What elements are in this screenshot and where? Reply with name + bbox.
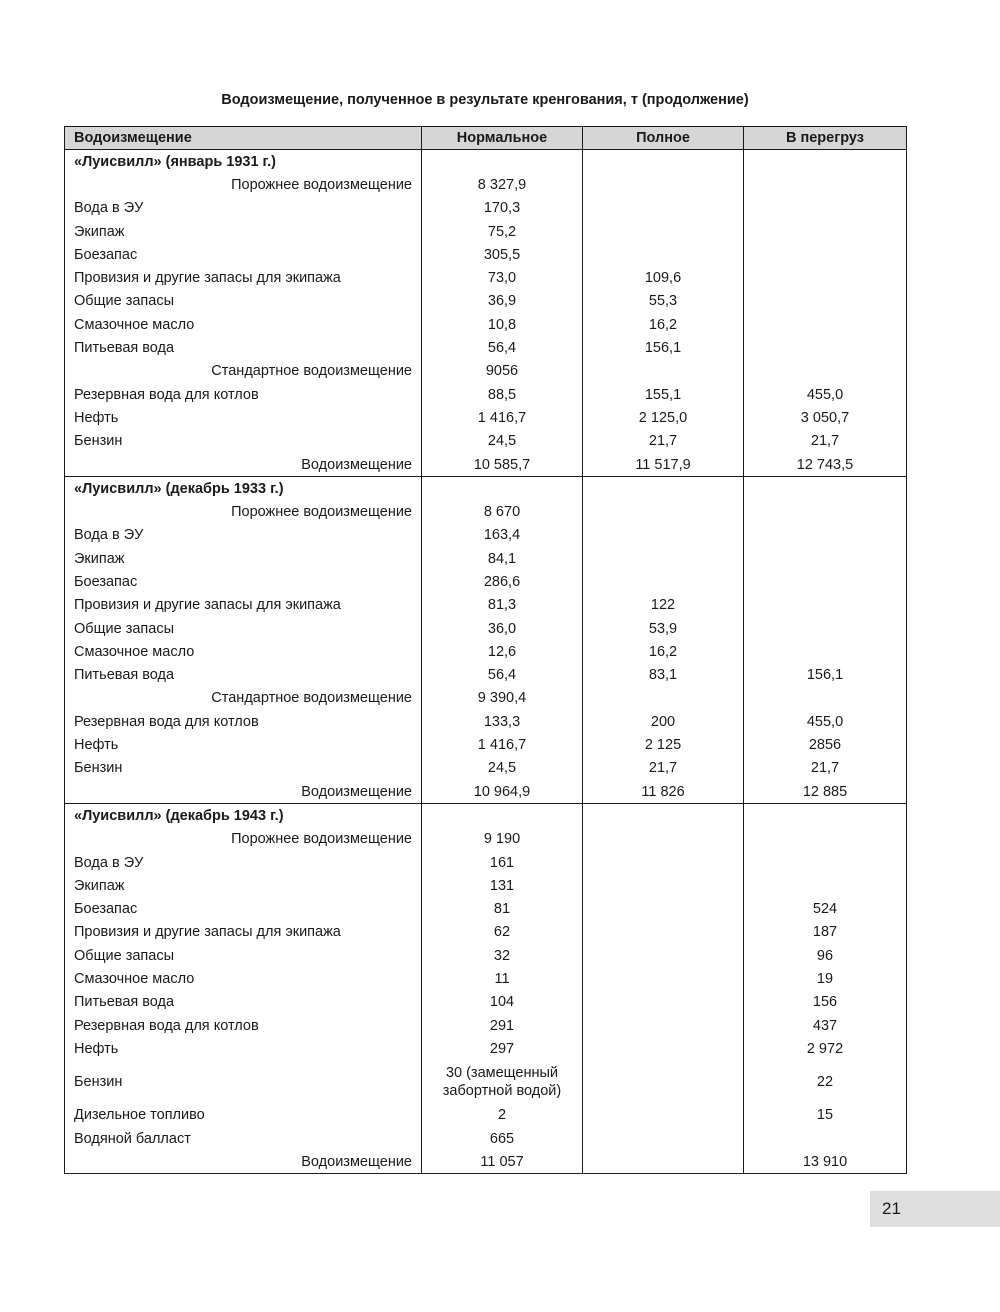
table-row (65, 383, 907, 406)
table-row (65, 1037, 907, 1060)
full-value: 53,9 (583, 617, 744, 640)
normal-value: 10 585,7 (422, 453, 583, 477)
table-row (65, 197, 907, 220)
full-value (583, 851, 744, 874)
section-heading: «Луисвилл» (декабрь 1933 г.) (65, 477, 422, 501)
table-row (65, 290, 907, 313)
full-value: 155,1 (583, 383, 744, 406)
full-value: 55,3 (583, 290, 744, 313)
normal-value: 291 (422, 1014, 583, 1037)
displacement-table (64, 126, 907, 1174)
normal-value: 11 057 (422, 1150, 583, 1174)
normal-value: 163,4 (422, 524, 583, 547)
table-row (65, 733, 907, 756)
table-row (65, 173, 907, 196)
row-label: Провизия и другие запасы для экипажа (65, 594, 422, 617)
row-label: Вода в ЭУ (65, 851, 422, 874)
table-row (65, 313, 907, 336)
table-row (65, 336, 907, 359)
normal-value: 2 (422, 1104, 583, 1127)
normal-value: 297 (422, 1037, 583, 1060)
full-value (583, 921, 744, 944)
empty-cell (422, 804, 583, 828)
full-value: 200 (583, 710, 744, 733)
table-row (65, 570, 907, 593)
table-row (65, 617, 907, 640)
overload-value (744, 360, 907, 383)
full-value: 2 125 (583, 733, 744, 756)
table-row (65, 921, 907, 944)
table-row (65, 991, 907, 1014)
full-value (583, 524, 744, 547)
overload-value: 3 050,7 (744, 406, 907, 429)
table-row (65, 967, 907, 990)
empty-cell (583, 477, 744, 501)
overload-value (744, 524, 907, 547)
table-row (65, 1104, 907, 1127)
overload-value: 455,0 (744, 710, 907, 733)
subtotal-label: Стандартное водоизмещение (65, 687, 422, 710)
overload-value: 2 972 (744, 1037, 907, 1060)
overload-value: 437 (744, 1014, 907, 1037)
normal-value: 81 (422, 898, 583, 921)
overload-value (744, 336, 907, 359)
row-label: Смазочное масло (65, 967, 422, 990)
overload-value (744, 640, 907, 663)
overload-value: 187 (744, 921, 907, 944)
row-label: Смазочное масло (65, 313, 422, 336)
overload-value (744, 617, 907, 640)
normal-value: 9 390,4 (422, 687, 583, 710)
table-row (65, 898, 907, 921)
row-label: Нефть (65, 406, 422, 429)
overload-value (744, 243, 907, 266)
normal-value: 8 670 (422, 500, 583, 523)
normal-value: 36,9 (422, 290, 583, 313)
full-value (583, 570, 744, 593)
overload-value (744, 290, 907, 313)
normal-value: 305,5 (422, 243, 583, 266)
overload-value (744, 547, 907, 570)
page-number: 21 (882, 1199, 901, 1218)
overload-value (744, 173, 907, 196)
empty-cell (744, 804, 907, 828)
section-heading: «Луисвилл» (декабрь 1943 г.) (65, 804, 422, 828)
table-row (65, 524, 907, 547)
overload-value: 21,7 (744, 757, 907, 780)
overload-value (744, 197, 907, 220)
full-value: 2 125,0 (583, 406, 744, 429)
empty-cell (744, 477, 907, 501)
normal-value: 81,3 (422, 594, 583, 617)
overload-value (744, 828, 907, 851)
column-header-full: Полное (583, 127, 744, 150)
normal-value: 133,3 (422, 710, 583, 733)
subtotal-label: Стандартное водоизмещение (65, 360, 422, 383)
full-value (583, 243, 744, 266)
normal-value: 24,5 (422, 757, 583, 780)
full-value: 21,7 (583, 757, 744, 780)
subtotal-label: Порожнее водоизмещение (65, 500, 422, 523)
normal-value: 73,0 (422, 266, 583, 289)
overload-value: 524 (744, 898, 907, 921)
full-value: 83,1 (583, 664, 744, 687)
empty-cell (422, 477, 583, 501)
normal-value: 84,1 (422, 547, 583, 570)
table-row (65, 1061, 907, 1104)
row-label: Бензин (65, 757, 422, 780)
subtotal-label: Порожнее водоизмещение (65, 828, 422, 851)
row-label: Дизельное топливо (65, 1104, 422, 1127)
full-value (583, 1061, 744, 1104)
table-row (65, 780, 907, 804)
row-label: Нефть (65, 733, 422, 756)
table-row (65, 430, 907, 453)
row-label: Резервная вода для котлов (65, 383, 422, 406)
row-label: Боезапас (65, 570, 422, 593)
overload-value: 12 743,5 (744, 453, 907, 477)
full-value (583, 898, 744, 921)
row-label: Общие запасы (65, 617, 422, 640)
row-label: Питьевая вода (65, 336, 422, 359)
full-value (583, 500, 744, 523)
overload-value: 21,7 (744, 430, 907, 453)
overload-value: 12 885 (744, 780, 907, 804)
row-label: Смазочное масло (65, 640, 422, 663)
full-value: 109,6 (583, 266, 744, 289)
row-label: Боезапас (65, 243, 422, 266)
column-header-normal: Нормальное (422, 127, 583, 150)
table-row (65, 500, 907, 523)
row-label: Питьевая вода (65, 664, 422, 687)
full-value: 122 (583, 594, 744, 617)
overload-value (744, 500, 907, 523)
full-value: 21,7 (583, 430, 744, 453)
full-value: 16,2 (583, 313, 744, 336)
overload-value (744, 687, 907, 710)
row-label: Провизия и другие запасы для экипажа (65, 266, 422, 289)
table-row (65, 406, 907, 429)
overload-value: 19 (744, 967, 907, 990)
overload-value: 455,0 (744, 383, 907, 406)
subtotal-label: Водоизмещение (65, 780, 422, 804)
full-value: 11 826 (583, 780, 744, 804)
table-body (65, 150, 907, 1174)
full-value (583, 547, 744, 570)
normal-value: 9 190 (422, 828, 583, 851)
row-label: Экипаж (65, 547, 422, 570)
full-value (583, 828, 744, 851)
row-label: Питьевая вода (65, 991, 422, 1014)
table-row (65, 1014, 907, 1037)
normal-value: 30 (замещенный забортной водой) (422, 1061, 583, 1104)
normal-value: 8 327,9 (422, 173, 583, 196)
overload-value: 156 (744, 991, 907, 1014)
overload-value (744, 1127, 907, 1150)
row-label: Экипаж (65, 220, 422, 243)
normal-value: 12,6 (422, 640, 583, 663)
table-row (65, 710, 907, 733)
subtotal-label: Порожнее водоизмещение (65, 173, 422, 196)
table-row (65, 851, 907, 874)
row-label: Водяной балласт (65, 1127, 422, 1150)
normal-value: 88,5 (422, 383, 583, 406)
row-label: Экипаж (65, 874, 422, 897)
overload-value: 15 (744, 1104, 907, 1127)
empty-cell (583, 804, 744, 828)
full-value (583, 967, 744, 990)
full-value (583, 1150, 744, 1174)
normal-value: 286,6 (422, 570, 583, 593)
normal-value: 56,4 (422, 336, 583, 359)
section-heading: «Луисвилл» (январь 1931 г.) (65, 150, 422, 174)
row-label: Боезапас (65, 898, 422, 921)
column-header-overload: В перегруз (744, 127, 907, 150)
overload-value: 156,1 (744, 664, 907, 687)
row-label: Вода в ЭУ (65, 197, 422, 220)
full-value (583, 197, 744, 220)
overload-value (744, 313, 907, 336)
table-row (65, 594, 907, 617)
header-row (65, 127, 907, 150)
normal-value: 665 (422, 1127, 583, 1150)
full-value (583, 360, 744, 383)
normal-value: 75,2 (422, 220, 583, 243)
normal-value: 56,4 (422, 664, 583, 687)
full-value (583, 1127, 744, 1150)
normal-value: 1 416,7 (422, 406, 583, 429)
row-label: Бензин (65, 1061, 422, 1104)
normal-value: 1 416,7 (422, 733, 583, 756)
table-row (65, 874, 907, 897)
empty-cell (583, 150, 744, 174)
table-row (65, 453, 907, 477)
normal-value: 62 (422, 921, 583, 944)
row-label: Резервная вода для котлов (65, 710, 422, 733)
row-label: Провизия и другие запасы для экипажа (65, 921, 422, 944)
table-row (65, 1150, 907, 1174)
full-value (583, 173, 744, 196)
row-label: Общие запасы (65, 944, 422, 967)
subtotal-label: Водоизмещение (65, 1150, 422, 1174)
table-row (65, 640, 907, 663)
full-value (583, 944, 744, 967)
table-row (65, 243, 907, 266)
full-value (583, 220, 744, 243)
overload-value (744, 594, 907, 617)
full-value (583, 874, 744, 897)
table-row (65, 360, 907, 383)
normal-value: 104 (422, 991, 583, 1014)
section-heading-row (65, 477, 907, 501)
section-heading-row (65, 150, 907, 174)
table-row (65, 547, 907, 570)
subtotal-label: Водоизмещение (65, 453, 422, 477)
column-header-displacement: Водоизмещение (65, 127, 422, 150)
normal-value: 131 (422, 874, 583, 897)
row-label: Бензин (65, 430, 422, 453)
table-row (65, 944, 907, 967)
normal-value: 10,8 (422, 313, 583, 336)
normal-value: 36,0 (422, 617, 583, 640)
overload-value (744, 266, 907, 289)
table-row (65, 220, 907, 243)
table-row (65, 664, 907, 687)
overload-value (744, 570, 907, 593)
normal-value: 32 (422, 944, 583, 967)
row-label: Вода в ЭУ (65, 524, 422, 547)
normal-value: 161 (422, 851, 583, 874)
empty-cell (422, 150, 583, 174)
table-row (65, 687, 907, 710)
overload-value (744, 220, 907, 243)
full-value: 16,2 (583, 640, 744, 663)
full-value: 156,1 (583, 336, 744, 359)
overload-value: 22 (744, 1061, 907, 1104)
overload-value: 2856 (744, 733, 907, 756)
table-row (65, 828, 907, 851)
full-value (583, 687, 744, 710)
row-label: Общие запасы (65, 290, 422, 313)
normal-value: 9056 (422, 360, 583, 383)
full-value (583, 1014, 744, 1037)
full-value (583, 1037, 744, 1060)
normal-value: 11 (422, 967, 583, 990)
table-row (65, 266, 907, 289)
normal-value: 170,3 (422, 197, 583, 220)
row-label: Резервная вода для котлов (65, 1014, 422, 1037)
overload-value: 96 (744, 944, 907, 967)
normal-value: 10 964,9 (422, 780, 583, 804)
table-row (65, 1127, 907, 1150)
table-title: Водоизмещение, полученное в результате кренгования, т (продолжение) (221, 92, 749, 108)
empty-cell (744, 150, 907, 174)
overload-value (744, 851, 907, 874)
table-row (65, 757, 907, 780)
full-value (583, 1104, 744, 1127)
normal-value: 24,5 (422, 430, 583, 453)
full-value: 11 517,9 (583, 453, 744, 477)
full-value (583, 991, 744, 1014)
page-number-tab (870, 1191, 1000, 1227)
row-label: Нефть (65, 1037, 422, 1060)
overload-value (744, 874, 907, 897)
section-heading-row (65, 804, 907, 828)
overload-value: 13 910 (744, 1150, 907, 1174)
